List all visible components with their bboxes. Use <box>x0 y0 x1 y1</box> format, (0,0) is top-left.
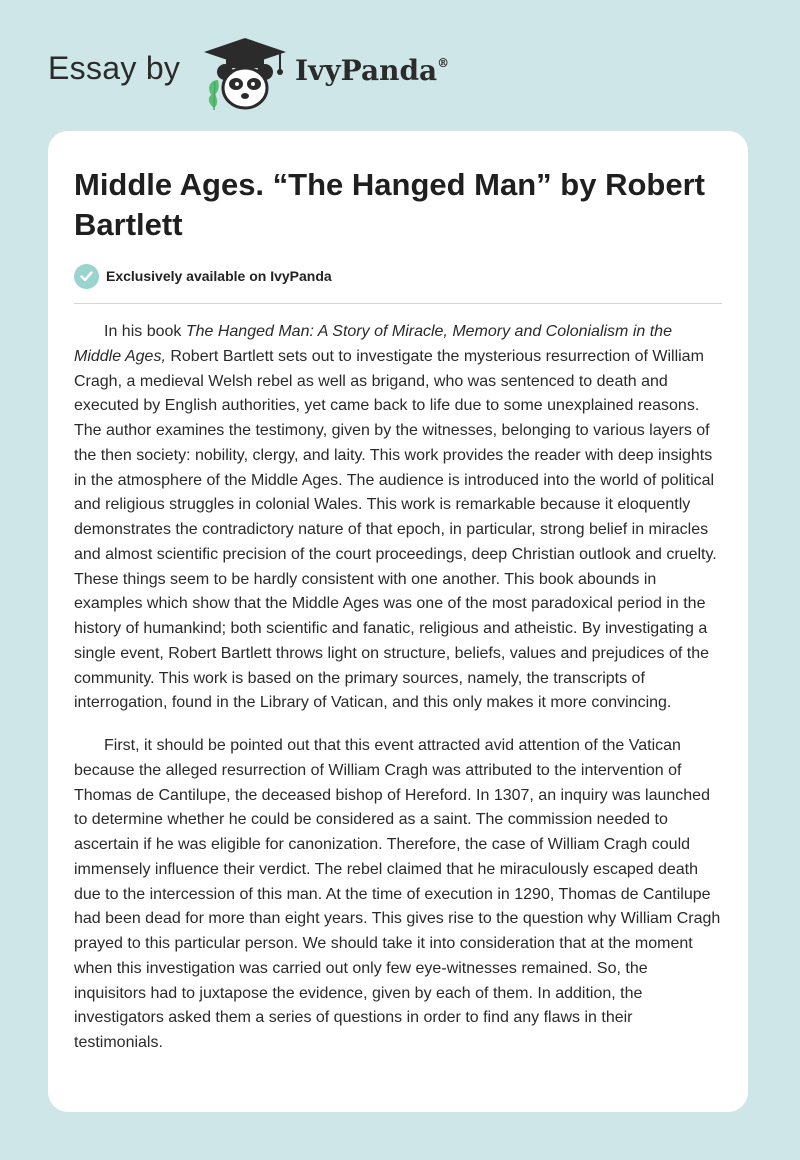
paragraph-2: First, it should be pointed out that this event attracted avid attention of the Vatican because the alleged resurrection of William Cragh was attributed to the intervention of Thomas de Cantilupe, the deceased bishop of Hereford. In 1307, an inquiry was launched to determine whether he could be considered as a saint. The commission needed to ascertain if he was eligible for canonization. Therefore, the case of William Cragh could immensely influence their verdict. The rebel claimed that he miraculously escaped death due to the intercession of this man. At the time of execution in 1290, Thomas de Cantilupe had been dead for more than eight years. This gives rise to the question why William Cragh prayed to this particular person. We should take it into consideration that at the moment when this investigation was carried out only few eye-witnesses remained. So, the inquisitors had to juxtapose the evidence, given by each of them. In addition, the investigators asked them a series of questions in order to find any flaws in their testimonials. <box>74 737 721 1051</box>
essay-title: Middle Ages. “The Hanged Man” by Robert Bartlett <box>74 167 705 242</box>
paragraph-1-body: Robert Bartlett sets out to investigate the mysterious resurrection of William Cragh, a medieval Welsh rebel as well as brigand, who was sentenced to death and executed by English authorities, yet came back to life due to some unexplained reasons. The author examines the testimony, given by the witnesses, belonging to various layers of the then society: nobility, clergy, and laity. This work provides the reader with deep insights in the atmosphere of the Middle Ages. The audience is introduced into the world of political and religious struggles in colonial Wales. This work is remarkable because it eloquently demonstrates the contradictory nature of that epoch, in particular, strong belief in miracles and almost scientific precision of the court proceedings, deep Christian outlook and cruelty. These things seem to be hardly consistent with one another. This book abounds in examples which show that the Middle Ages was one of the most paradoxical period in the history of humankind; both scientific and fanatic, religious and atheistic. By investigating a single event, Robert Bartlett throws light on structure, beliefs, values and prejudices of the community. This work is based on the primary sources, namely, the transcripts of interrogation, found in the Library of Vatican, and this only makes it more convincing. <box>74 347 717 712</box>
site-header <box>48 36 508 112</box>
essay-card <box>48 131 748 1112</box>
registered-mark: ® <box>437 56 450 70</box>
panda-graduate-icon[interactable] <box>202 36 288 112</box>
essay-by-label: Essay by <box>48 50 181 86</box>
paragraph-1 <box>74 320 722 716</box>
divider <box>74 303 722 304</box>
book-title: The Hanged Man: A Story of Miracle, Memory and Colonialism in the Middle Ages, <box>74 323 672 365</box>
paragraph-1-lead: In his book <box>104 323 186 340</box>
essay-body <box>74 320 722 1074</box>
check-icon <box>74 264 99 289</box>
exclusive-badge <box>74 263 332 289</box>
brand-name[interactable] <box>295 54 449 87</box>
exclusive-label: Exclusively available on IvyPanda <box>106 268 332 284</box>
brand-text: IvyPanda <box>295 54 438 87</box>
